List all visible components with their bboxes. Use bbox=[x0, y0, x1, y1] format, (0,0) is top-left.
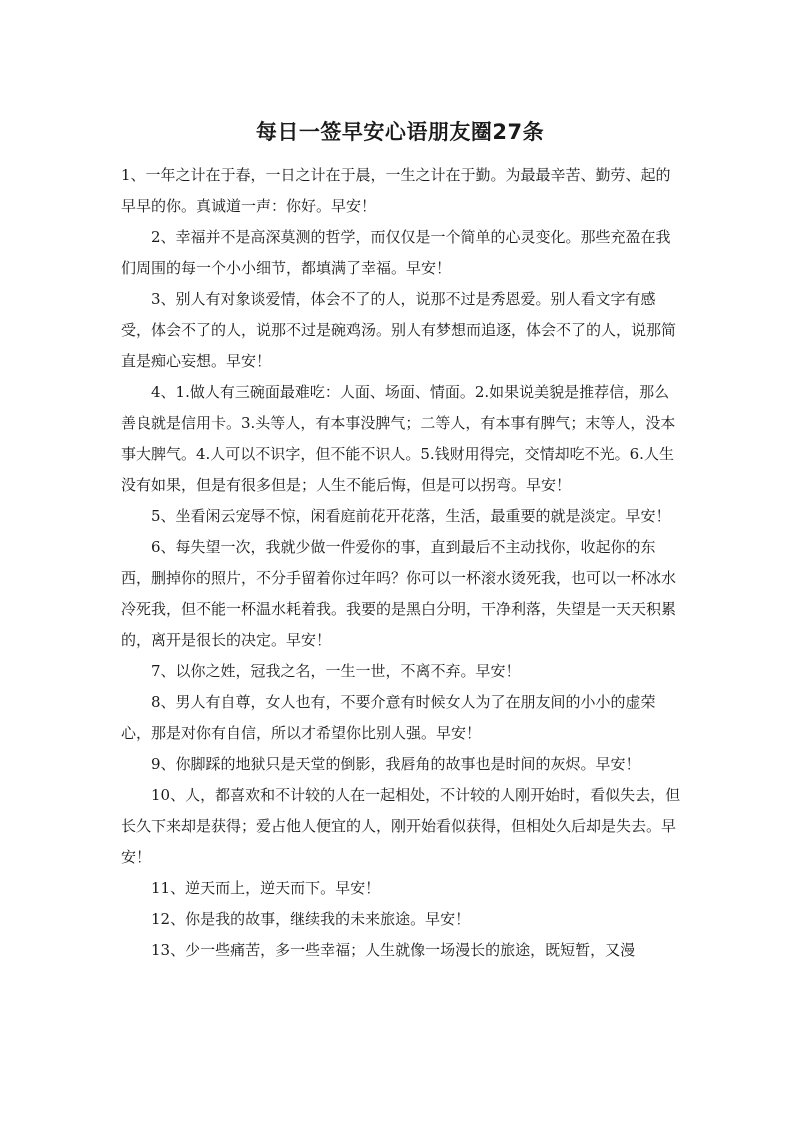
paragraph-3: 3、别人有对象谈爱情，体会不了的人，说那不过是秀恩爱。别人看文字有感受，体会不了的人，说那不过是碗鸡汤。别人有梦想而追逐，体会不了的人，说那简直是痴心妄想。早安！ bbox=[121, 290, 677, 370]
paragraph-6: 6、每失望一次，我就少做一件爱你的事，直到最后不主动找你，收起你的东西，删掉你的照片，不分手留着你过年吗？你可以一杯滚水烫死我，也可以一杯冰水冷死我，但不能一杯温水耗着我。我要的是黑白分明，干净利落，失望是一天天积累的，离开是很长的决定。早安！ bbox=[121, 538, 677, 649]
paragraph-9: 9、你脚踩的地狱只是天堂的倒影，我唇角的故事也是时间的灰烬。早安！ bbox=[151, 755, 641, 773]
paragraph-10: 10、人，都喜欢和不计较的人在一起相处，不计较的人刚开始时，看似失去，但长久下来却是获得；爱占他人便宜的人，刚开始看似获得，但相处久后却是失去。早安！ bbox=[121, 786, 681, 866]
document-body bbox=[121, 160, 681, 966]
document-title: 每日一签早安心语朋友圈27条 bbox=[255, 120, 545, 144]
paragraph-13: 13、少一些痛苦，多一些幸福；人生就像一场漫长的旅途，既短暂，又漫 bbox=[151, 941, 636, 959]
paragraph-12: 12、你是我的故事，继续我的未来旅途。早安！ bbox=[151, 910, 471, 928]
paragraph-11: 11、逆天而上，逆天而下。早安！ bbox=[151, 879, 381, 897]
paragraph-8: 8、男人有自尊，女人也有，不要介意有时候女人为了在朋友间的小小的虚荣心，那是对你有自信，所以才希望你比别人强。早安！ bbox=[121, 693, 656, 742]
paragraph-2: 2、幸福并不是高深莫测的哲学，而仅仅是一个简单的心灵变化。那些充盈在我们周围的每一个小小细节，都填满了幸福。早安！ bbox=[121, 228, 671, 277]
paragraph-7: 7、以你之姓，冠我之名，一生一世，不离不弃。早安！ bbox=[151, 662, 521, 680]
paragraph-5: 5、坐看闲云宠辱不惊，闲看庭前花开花落，生活，最重要的就是淡定。早安！ bbox=[151, 507, 671, 525]
paragraph-1: 1、一年之计在于春，一日之计在于晨，一生之计在于勤。为最最辛苦、勤劳、起的早早的你。真诚道一声：你好。早安！ bbox=[121, 166, 671, 215]
paragraph-4: 4、1.做人有三碗面最难吃：人面、场面、情面。2.如果说美貌是推荐信，那么善良就是信用卡。3.头等人，有本事没脾气；二等人，有本事有脾气；末等人，没本事大脾气。4.人可以不识字，但不能不识人。5.钱财用得完，交情却吃不光。6.人生没有如果，但是有很多但是；人生不能后悔，但是可以拐弯。早安！ bbox=[121, 383, 676, 494]
